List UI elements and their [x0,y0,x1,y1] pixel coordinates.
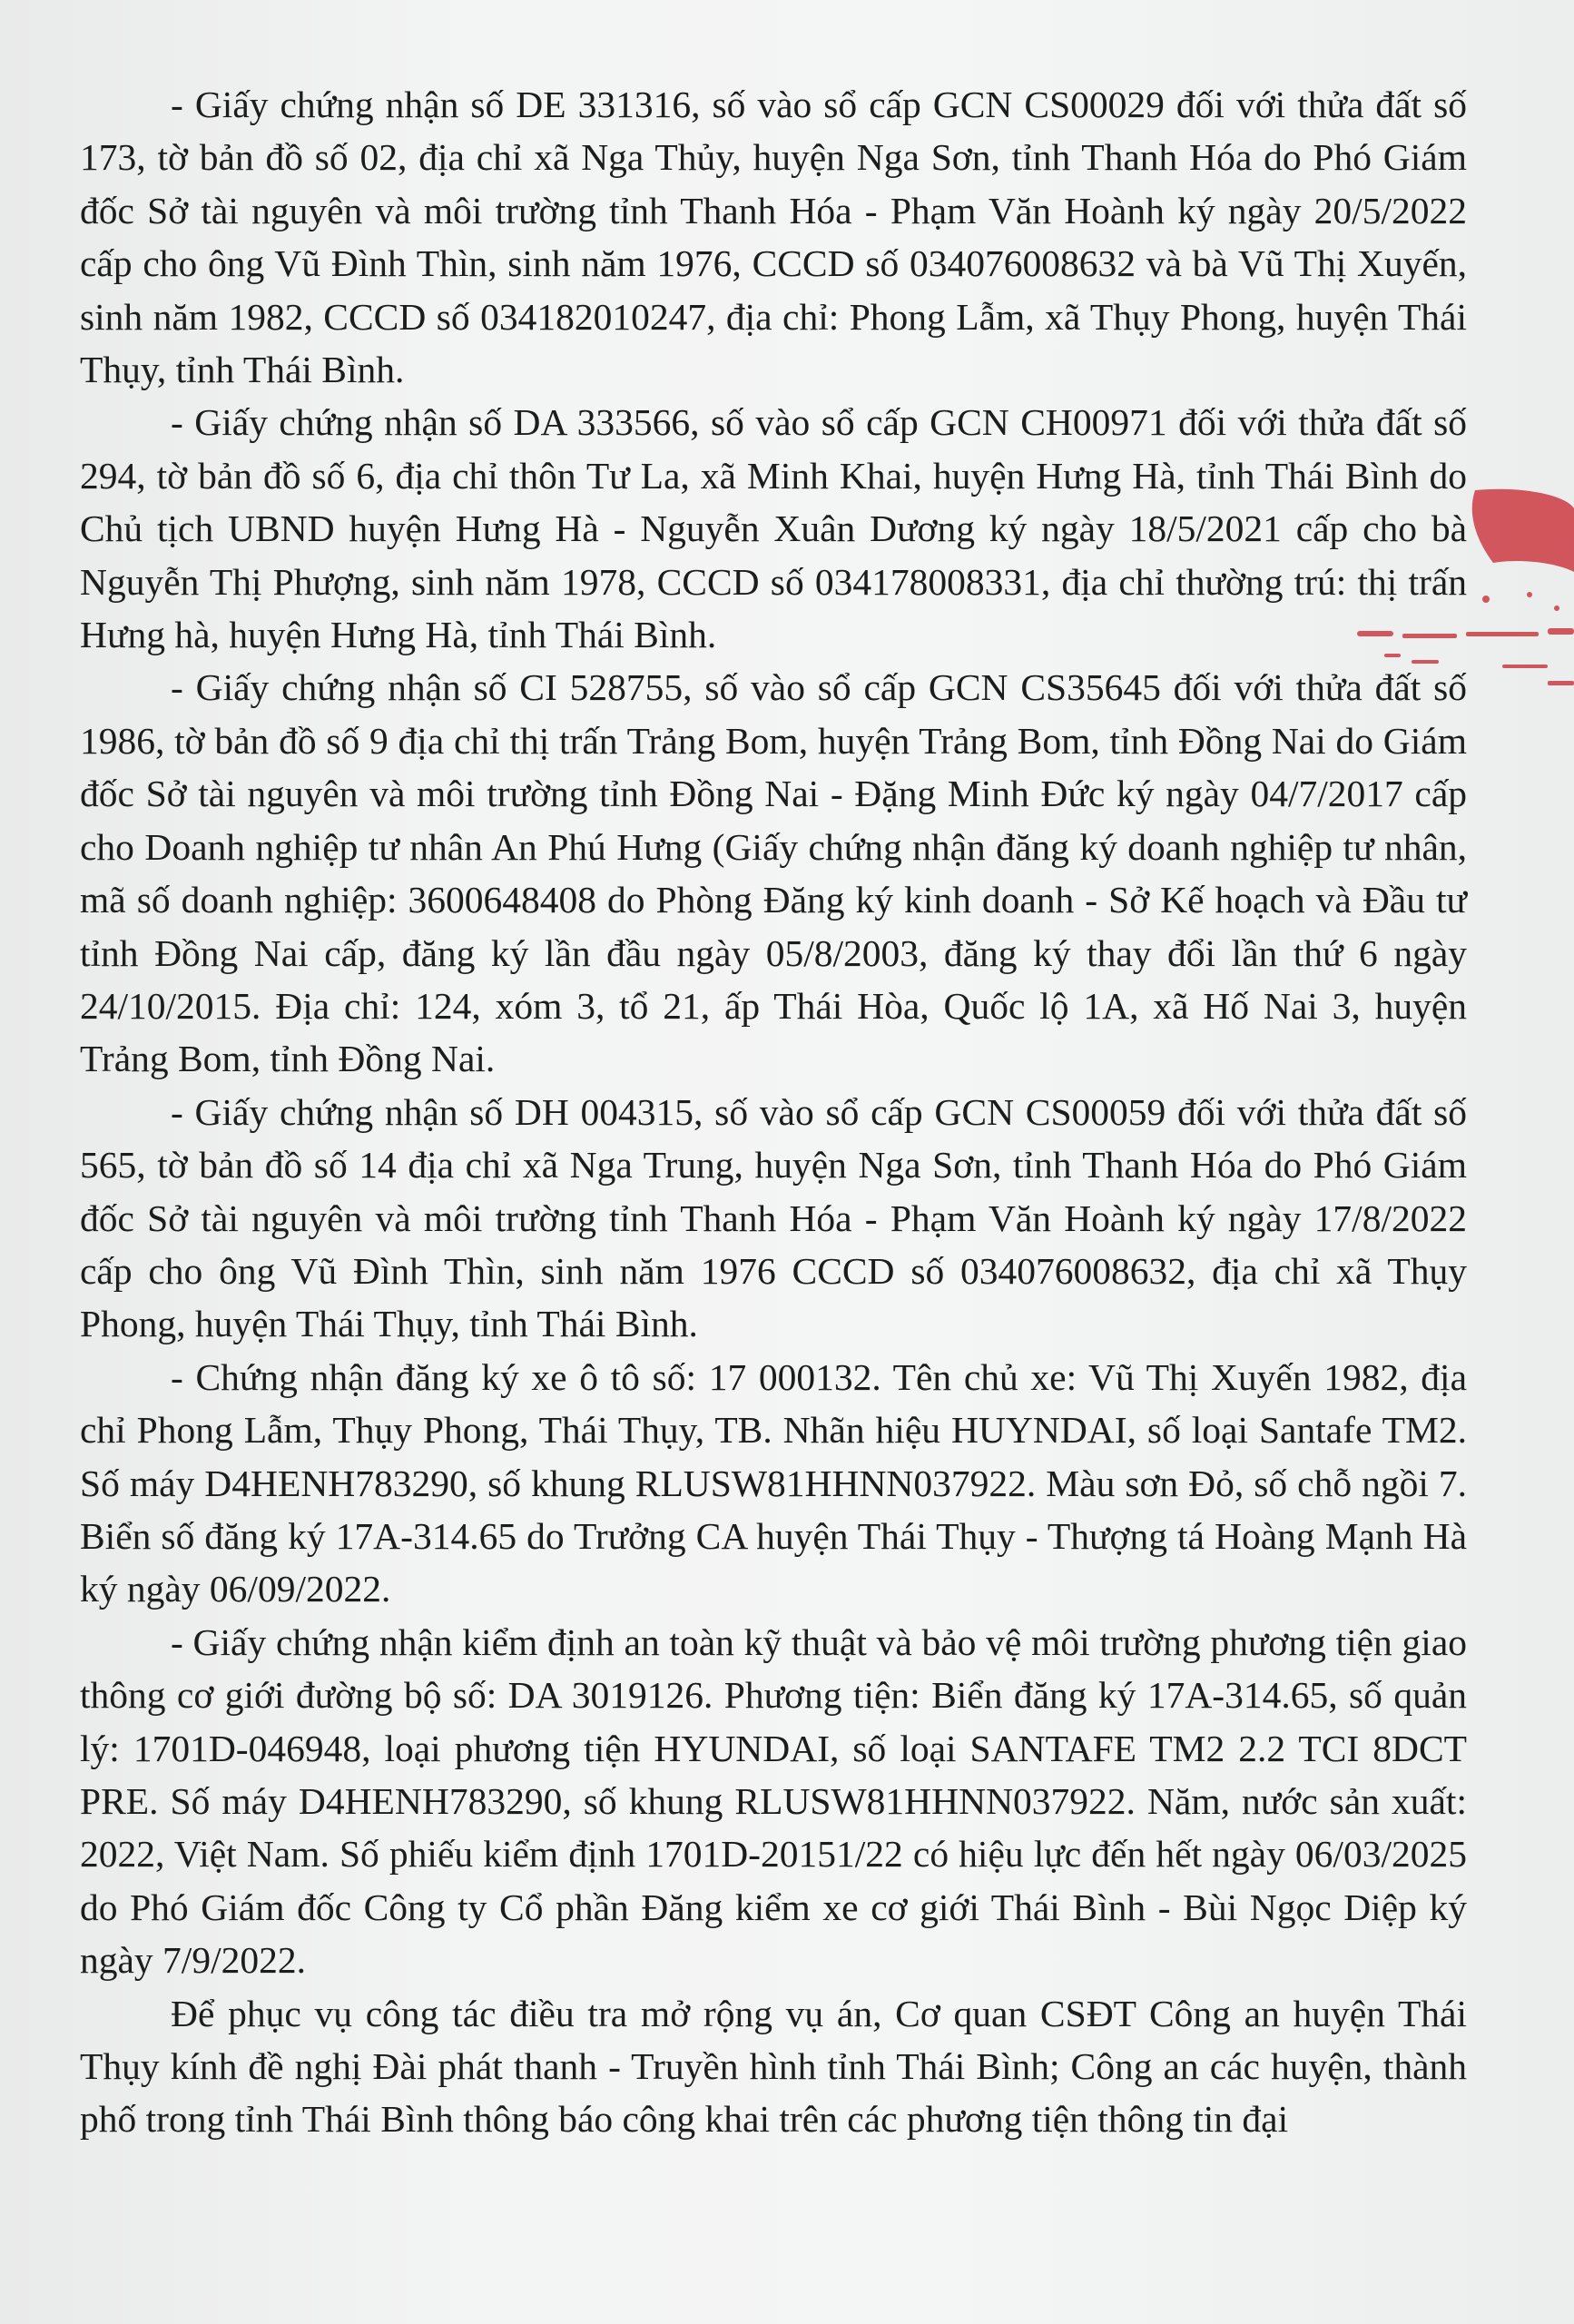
paragraph-land-certificate-dh004315: - Giấy chứng nhận số DH 004315, số vào sổ cấp GCN CS00059 đối với thửa đất số 565, tờ bản đồ số 14 địa chỉ xã Nga Trung, huyện Nga Sơn, tỉnh Thanh Hóa do Phó Giám đốc Sở tài nguyên và môi trường tỉnh Thanh Hóa - Phạm Văn Hoành ký ngày 17/8/2022 cấp cho ông Vũ Đình Thìn, sinh năm 1976 CCCD số 034076008632, địa chỉ xã Thụy Phong, huyện Thái Thụy, tỉnh Thái Bình. [80,1090,1467,1345]
paragraph-land-certificate-da333566: - Giấy chứng nhận số DA 333566, số vào sổ cấp GCN CH00971 đối với thửa đất số 294, tờ bản đồ số 6, địa chỉ thôn Tư La, xã Minh Khai, huyện Hưng Hà, tỉnh Thái Bình do Chủ tịch UBND huyện Hưng Hà - Nguyễn Xuân Dương ký ngày 18/5/2021 cấp cho bà Nguyễn Thị Phượng, sinh năm 1978, CCCD số 034178008331, địa chỉ thường trú: thị trấn Hưng hà, huyện Hưng Hà, tỉnh Thái Bình. [80,401,1467,656]
paragraph-vehicle-registration: - Chứng nhận đăng ký xe ô tô số: 17 000132. Tên chủ xe: Vũ Thị Xuyến 1982, địa chỉ Phong Lẫm, Thụy Phong, Thái Thụy, TB. Nhãn hiệu HUYNDAI, số loại Santafe TM2. Số máy D4HENH783290, số khung RLUSW81HHNN037922. Màu sơn Đỏ, số chỗ ngồi 7. Biển số đăng ký 17A-314.65 do Trưởng CA huyện Thái Thụy - Thượng tá Hoàng Mạnh Hà ký ngày 06/09/2022. [80,1355,1467,1610]
paragraph-land-certificate-de331316: - Giấy chứng nhận số DE 331316, số vào sổ cấp GCN CS00029 đối với thửa đất số 173, tờ bản đồ số 02, địa chỉ xã Nga Thủy, huyện Nga Sơn, tỉnh Thanh Hóa do Phó Giám đốc Sở tài nguyên và môi trường tỉnh Thanh Hóa - Phạm Văn Hoành ký ngày 20/5/2022 cấp cho ông Vũ Đình Thìn, sinh năm 1976, CCCD số 034076008632 và bà Vũ Thị Xuyến, sinh năm 1982, CCCD số 034182010247, địa chỉ: Phong Lẫm, xã Thụy Phong, huyện Thái Thụy, tỉnh Thái Bình. [80,84,1467,391]
document-body [80,78,1467,2146]
paragraph-land-certificate-ci528755: - Giấy chứng nhận số CI 528755, số vào sổ cấp GCN CS35645 đối với thửa đất số 1986, tờ bản đồ số 9 địa chỉ thị trấn Trảng Bom, huyện Trảng Bom, tỉnh Đồng Nai do Giám đốc Sở tài nguyên và môi trường tỉnh Đồng Nai - Đặng Minh Đức ký ngày 04/7/2017 cấp cho Doanh nghiệp tư nhân An Phú Hưng (Giấy chứng nhận đăng ký doanh nghiệp tư nhân, mã số doanh nghiệp: 3600648408 do Phòng Đăng ký kinh doanh - Sở Kế hoạch và Đầu tư tỉnh Đồng Nai cấp, đăng ký lần đầu ngày 05/8/2003, đăng ký thay đổi lần thứ 6 ngày 24/10/2015. Địa chỉ: 124, xóm 3, tổ 21, ấp Thái Hòa, Quốc lộ 1A, xã Hố Nai 3, huyện Trảng Bom, tỉnh Đồng Nai. [80,666,1467,1080]
paragraph-investigation-request: Để phục vụ công tác điều tra mở rộng vụ án, Cơ quan CSĐT Công an huyện Thái Thụy kính đề nghị Đài phát thanh - Truyền hình tỉnh Thái Bình; Công an các huyện, thành phố trong tỉnh Thái Bình thông báo công khai trên các phương tiện thông tin đại [80,1992,1467,2141]
paragraph-vehicle-inspection: - Giấy chứng nhận kiểm định an toàn kỹ thuật và bảo vệ môi trường phương tiện giao thông cơ giới đường bộ số: DA 3019126. Phương tiện: Biển đăng ký 17A-314.65, số quản lý: 1701D-046948, loại phương tiện HYUNDAI, số loại SANTAFE TM2 2.2 TCI 8DCT PRE. Số máy D4HENH783290, số khung RLUSW81HHNN037922. Năm, nước sản xuất: 2022, Việt Nam. Số phiếu kiểm định 1701D-20151/22 có hiệu lực đến hết ngày 06/03/2025 do Phó Giám đốc Công ty Cổ phần Đăng kiểm xe cơ giới Thái Bình - Bùi Ngọc Diệp ký ngày 7/9/2022. [80,1620,1467,1982]
